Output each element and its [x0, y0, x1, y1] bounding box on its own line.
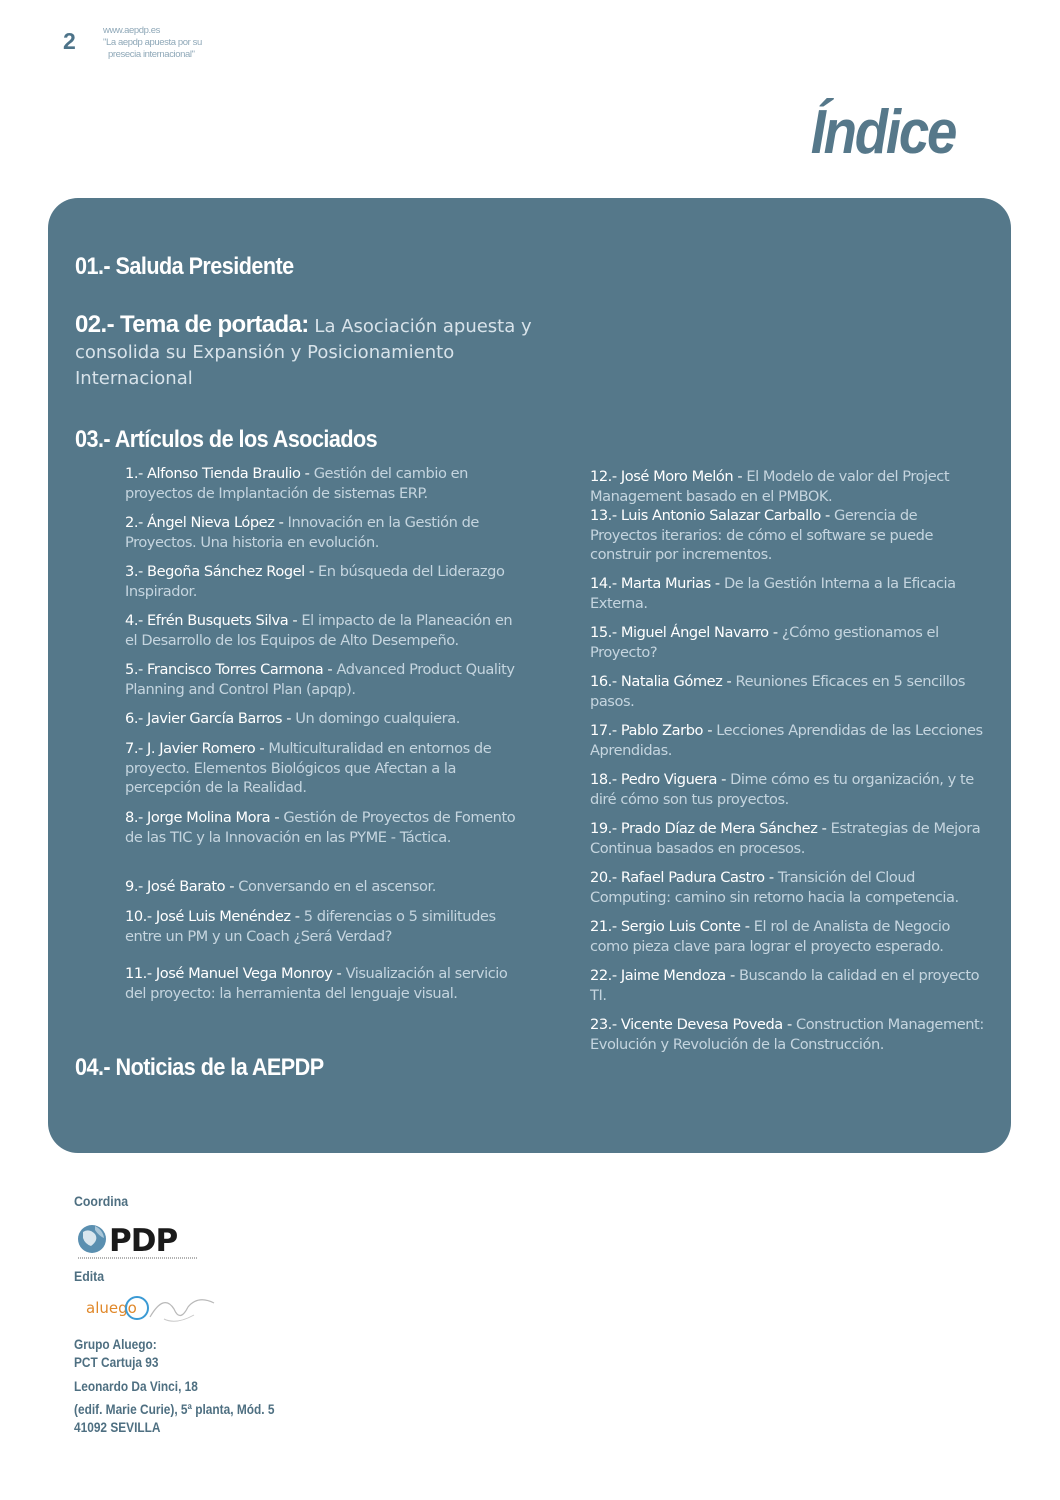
article-entry[interactable]: [125, 964, 520, 1003]
article-entry[interactable]: [125, 464, 520, 503]
article-author: 6.- Javier García Barros -: [125, 710, 296, 727]
article-entry[interactable]: [125, 660, 520, 699]
article-entry[interactable]: [590, 770, 985, 809]
footer-city: 41092 SEVILLA: [74, 1420, 161, 1435]
section-03-heading[interactable]: 03.- Artículos de los Asociados: [75, 426, 378, 453]
article-author: 11.- José Manuel Vega Monroy -: [125, 965, 346, 982]
article-entry[interactable]: [590, 917, 985, 956]
header-slogan-line2: presecia internacional": [108, 49, 195, 60]
header-info: [103, 25, 202, 61]
page-number: 2: [63, 28, 76, 54]
article-title: Buscando la calidad en el proyecto TI.: [590, 967, 980, 1004]
section-01-heading[interactable]: 01.- Saluda Presidente: [75, 253, 294, 280]
section-04-heading[interactable]: 04.- Noticias de la AEPDP: [75, 1054, 324, 1081]
article-author: 23.- Vicente Devesa Poveda -: [590, 1016, 796, 1033]
article-author: 7.- J. Javier Romero -: [125, 740, 269, 757]
article-author: 9.- José Barato -: [125, 878, 239, 895]
article-entry[interactable]: [590, 1015, 985, 1054]
article-entry[interactable]: [125, 611, 520, 650]
edita-label: Edita: [74, 1268, 105, 1284]
footer-street: Leonardo Da Vinci, 18: [74, 1379, 198, 1394]
aluego-logo-text: aluego: [86, 1299, 137, 1317]
article-entry[interactable]: [590, 672, 985, 711]
article-entry[interactable]: [125, 562, 520, 601]
section-02-cover-topic[interactable]: [75, 312, 545, 391]
article-entry[interactable]: [590, 819, 985, 858]
article-entry[interactable]: [125, 739, 520, 798]
article-author: 22.- Jaime Mendoza -: [590, 967, 739, 984]
article-author: 15.- Miguel Ángel Navarro -: [590, 624, 782, 641]
article-title: Visualización al servicio del proyecto: la herramienta del lenguaje visual.: [125, 965, 508, 1002]
article-title: Multiculturalidad en entornos de proyecto. Elementos Biológicos que Afectan a la percepción de la Realidad.: [125, 740, 492, 796]
article-author: 10.- José Luis Menéndez -: [125, 908, 304, 925]
article-entry[interactable]: [125, 709, 520, 729]
footer-company: Grupo Aluego:: [74, 1337, 157, 1352]
article-title: El Modelo de valor del Project Management basado en el PMBOK.: [590, 468, 950, 505]
footer-building: (edif. Marie Curie), 5ª planta, Mód. 5: [74, 1402, 275, 1417]
article-entry[interactable]: [125, 808, 520, 847]
article-entry[interactable]: [125, 877, 520, 897]
article-title: De la Gestión Interna a la Eficacia Externa.: [590, 575, 956, 612]
article-author: 17.- Pablo Zarbo -: [590, 722, 717, 739]
pdp-logo-text: PDP: [109, 1223, 178, 1259]
article-entry[interactable]: [590, 467, 985, 506]
article-title: Dime cómo es tu organización, y te diré cómo son tus proyectos.: [590, 771, 974, 808]
footer-park: PCT Cartuja 93: [74, 1355, 159, 1370]
article-author: 19.- Prado Díaz de Mera Sánchez -: [590, 820, 831, 837]
article-title: Gestión de Proyectos de Fomento de las TIC y la Innovación en las PYME - Táctica.: [125, 809, 516, 846]
article-entry[interactable]: [125, 513, 520, 552]
article-entry[interactable]: [590, 721, 985, 760]
article-title: 5 diferencias o 5 similitudes entre un PM y un Coach ¿Será Verdad?: [125, 908, 496, 945]
article-author: 16.- Natalia Gómez -: [590, 673, 736, 690]
article-entry[interactable]: [590, 506, 985, 565]
article-title: Advanced Product Quality Planning and Control Plan (apqp).: [125, 661, 515, 698]
article-title: Innovación en la Gestión de Proyectos. Una historia en evolución.: [125, 514, 479, 551]
header-website[interactable]: www.aepdp.es: [103, 25, 160, 36]
pdp-logo: [75, 1218, 200, 1264]
article-author: 3.- Begoña Sánchez Rogel -: [125, 563, 318, 580]
article-author: 20.- Rafael Padura Castro -: [590, 869, 778, 886]
article-entry[interactable]: [590, 574, 985, 613]
article-title: Gerencia de Proyectos iterarios: de cómo el software se puede construir por incrementos.: [590, 507, 934, 563]
article-title: Conversando en el ascensor.: [238, 878, 436, 895]
article-author: 8.- Jorge Molina Mora -: [125, 809, 284, 826]
article-author: 5.- Francisco Torres Carmona -: [125, 661, 337, 678]
article-entry[interactable]: [590, 966, 985, 1005]
article-title: El rol de Analista de Negocio como pieza clave para lograr el proyecto esperado.: [590, 918, 950, 955]
article-title: Lecciones Aprendidas de las Lecciones Aprendidas.: [590, 722, 983, 759]
article-title: Estrategias de Mejora Continua basados en procesos.: [590, 820, 981, 857]
article-entry[interactable]: [125, 907, 520, 946]
article-title: Un domingo cualquiera.: [295, 710, 460, 727]
article-author: 13.- Luis Antonio Salazar Carballo -: [590, 507, 835, 524]
article-entry[interactable]: [590, 623, 985, 662]
header-slogan-line1: "La aepdp apuesta por su: [103, 37, 202, 48]
article-author: 18.- Pedro Viguera -: [590, 771, 731, 788]
article-author: 14.- Marta Murias -: [590, 575, 724, 592]
article-author: 21.- Sergio Luis Conte -: [590, 918, 754, 935]
coordina-label: Coordina: [74, 1193, 129, 1209]
section-02-text: La Asociación apuesta y consolida su Expansión y Posicionamiento Internacional: [75, 316, 532, 389]
article-author: 12.- José Moro Melón -: [590, 468, 747, 485]
article-entry[interactable]: [590, 868, 985, 907]
article-title: El impacto de la Planeación en el Desarrollo de los Equipos de Alto Desempeño.: [125, 612, 513, 649]
article-title: Gestión del cambio en proyectos de Implantación de sistemas ERP.: [125, 465, 468, 502]
article-title: Reuniones Eficaces en 5 sencillos pasos.: [590, 673, 966, 710]
section-02-heading: 02.- Tema de portada:: [75, 311, 309, 338]
aluego-logo: [84, 1289, 219, 1329]
article-author: 4.- Efrén Busquets Silva -: [125, 612, 302, 629]
article-title: Construction Management: Evolución y Revolución de la Construcción.: [590, 1016, 984, 1053]
article-title: En búsqueda del Liderazgo Inspirador.: [125, 563, 505, 600]
page-title: Índice: [810, 98, 955, 167]
article-title: ¿Cómo gestionamos el Proyecto?: [590, 624, 939, 661]
article-author: 1.- Alfonso Tienda Braulio -: [125, 465, 314, 482]
article-title: Transición del Cloud Computing: camino sin retorno hacia la competencia.: [590, 869, 959, 906]
article-author: 2.- Ángel Nieva López -: [125, 514, 288, 531]
